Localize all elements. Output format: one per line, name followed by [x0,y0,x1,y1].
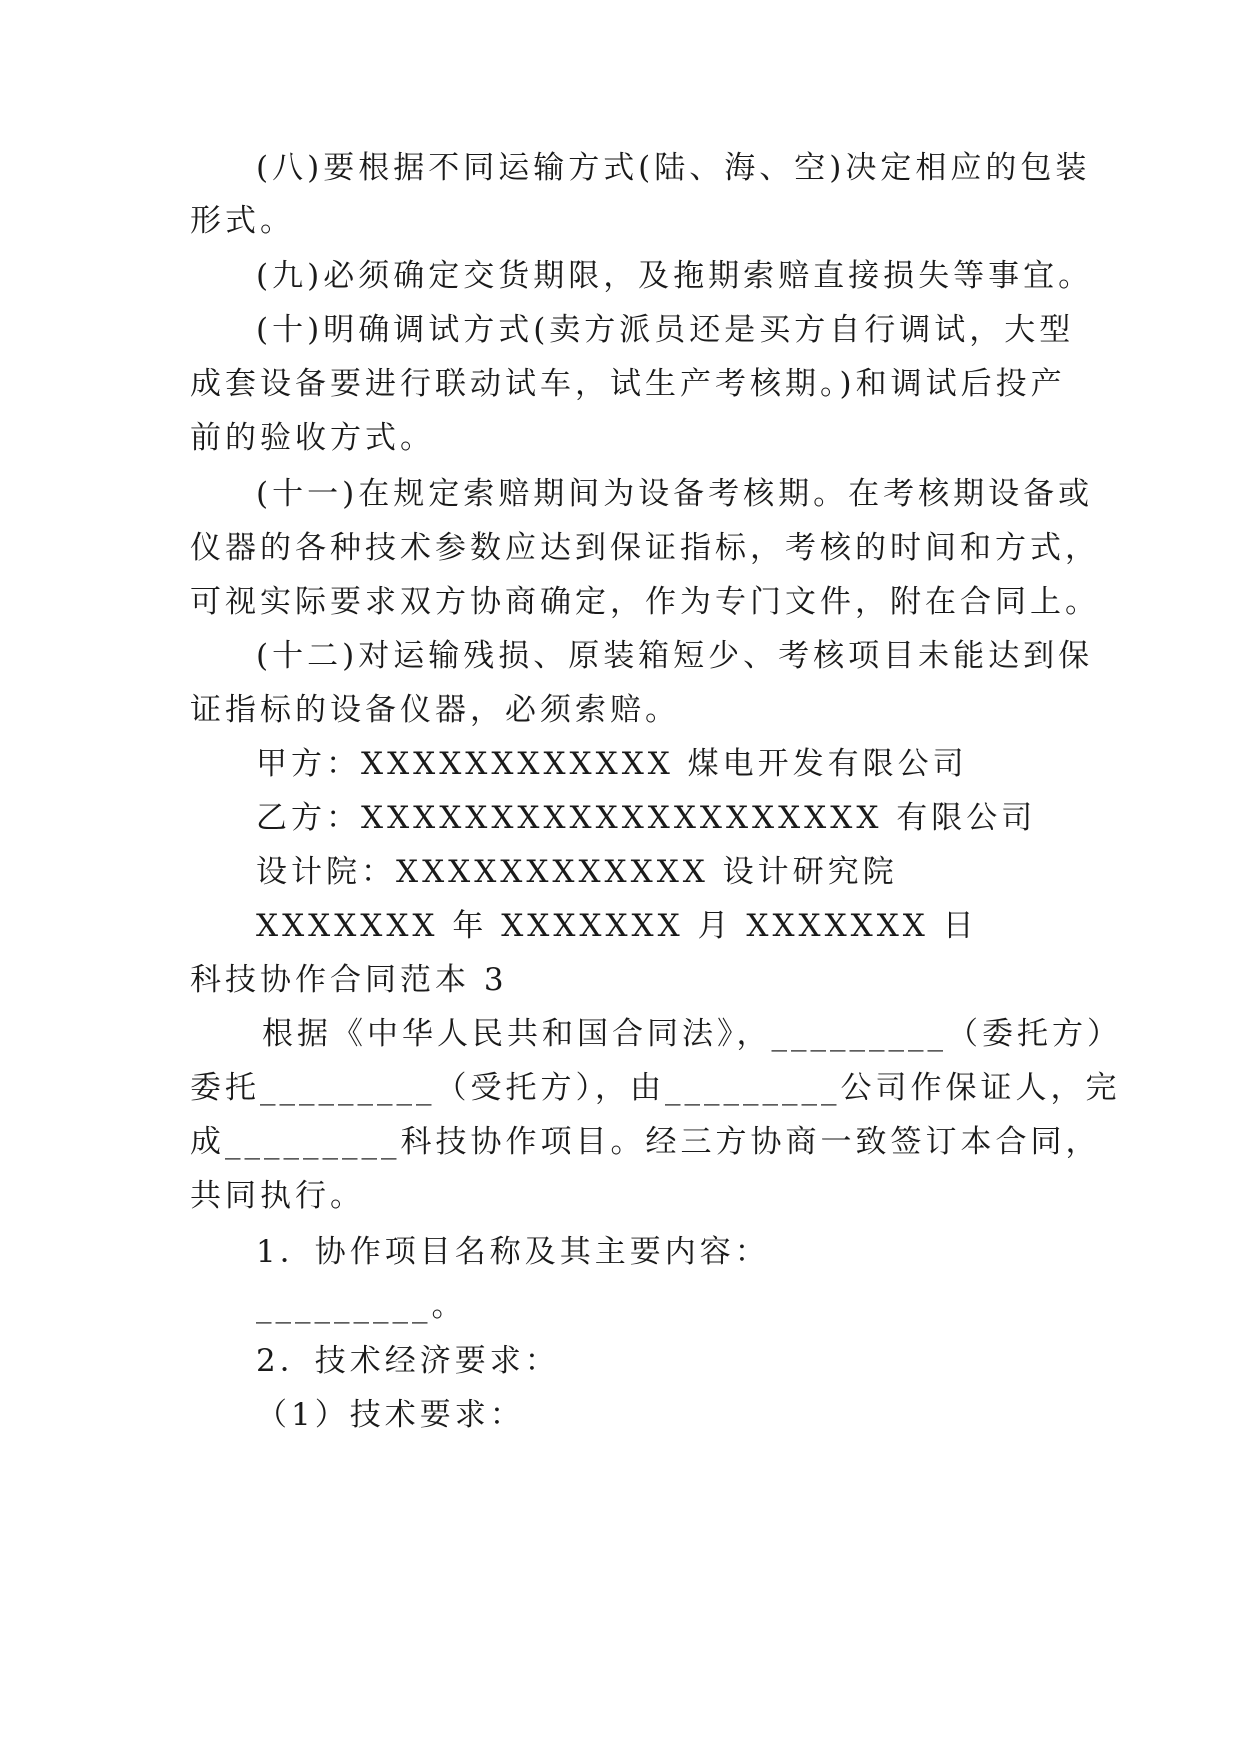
design-institute-line: 设计院：XXXXXXXXXXXX 设计研究院 [256,854,898,890]
clause-8-line-2: 形式。 [190,203,295,239]
clause-10-line-3: 前的验收方式。 [190,420,435,456]
intro-line-4: 共同执行。 [190,1178,365,1214]
clause-11-line-1: (十一)在规定索赔期间为设备考核期。在考核期设备或 [256,476,1094,512]
item-2-sub-1: （1）技术要求： [256,1397,525,1433]
clause-12-line-1: (十二)对运输残损、原装箱短少、考核项目未能达到保 [256,638,1094,674]
item-1-title: 1．协作项目名称及其主要内容： [256,1234,770,1270]
section-title: 科技协作合同范本 3 [190,962,508,998]
intro-line-2: 委托_________（受托方），由_________公司作保证人，完 [190,1070,1121,1106]
clause-12-line-2: 证指标的设备仪器，必须索赔。 [190,692,680,728]
item-1-blank: _________。 [256,1288,467,1324]
date-line: XXXXXXX 年 XXXXXXX 月 XXXXXXX 日 [256,908,978,944]
clause-10-line-1: (十)明确调试方式(卖方派员还是买方自行调试，大型 [256,312,1075,348]
clause-10-line-2: 成套设备要进行联动试车，试生产考核期。)和调试后投产 [190,366,1066,402]
clause-11-line-2: 仪器的各种技术参数应达到保证指标，考核的时间和方式， [190,530,1100,566]
intro-line-1: 根据《中华人民共和国合同法》，_________（委托方） [262,1016,1122,1052]
intro-line-3: 成_________科技协作项目。经三方协商一致签订本合同， [190,1124,1101,1160]
clause-9-line-1: (九)必须确定交货期限，及拖期索赔直接损失等事宜。 [256,258,1094,294]
clause-8-line-1: (八)要根据不同运输方式(陆、海、空)决定相应的包装 [256,150,1091,186]
party-b-line: 乙方：XXXXXXXXXXXXXXXXXXXX 有限公司 [256,800,1037,836]
clause-11-line-3: 可视实际要求双方协商确定，作为专门文件，附在合同上。 [190,584,1100,620]
item-2-title: 2．技术经济要求： [256,1343,560,1379]
party-a-line: 甲方：XXXXXXXXXXXX 煤电开发有限公司 [256,746,968,782]
